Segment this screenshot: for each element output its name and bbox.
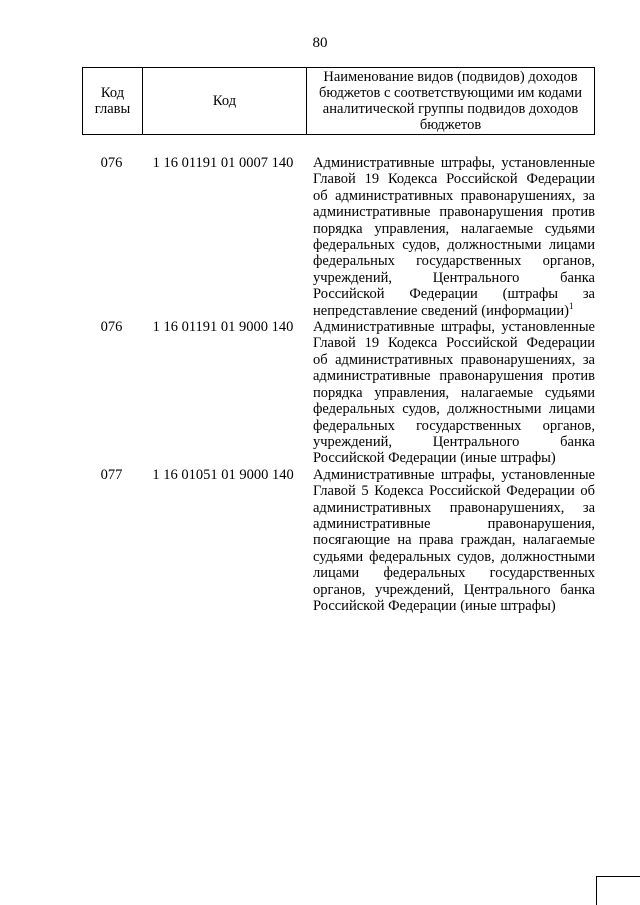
row-name-line: [313, 286, 595, 302]
row-name-text: административные правонарушения против: [313, 368, 595, 385]
row-name-text: Административные штрафы, установленные: [313, 319, 595, 336]
row-name-text: Российской Федерации (штрафы за: [313, 286, 595, 303]
row-name-line: [313, 565, 595, 581]
row-name-text: Административные штрафы, установленные: [313, 466, 595, 483]
page-number: 80: [312, 35, 328, 51]
row-income-code: 1 16 01051 01 9000 140: [152, 466, 294, 483]
row-name-line: [313, 335, 595, 351]
row-name-text: об административных правонарушениях, за: [313, 187, 595, 204]
row-income-name: [305, 155, 595, 319]
row-income-name: [305, 319, 595, 467]
row-name-text: федеральных судов, должностными лицами: [313, 401, 595, 418]
row-name-text: об административных правонарушениях, за: [313, 351, 595, 368]
row-name-text: судьями федеральных судов, должностными: [313, 548, 595, 565]
row-name-line: [313, 532, 595, 548]
row-income-code: 1 16 01191 01 0007 140: [152, 155, 294, 171]
scan-edge-line: [596, 876, 597, 905]
row-name-text: административные правонарушения против: [313, 204, 595, 221]
row-name-line: [313, 401, 595, 417]
row-name-line: [313, 270, 595, 286]
row-name-text: федеральных судов, должностными лицами: [313, 237, 595, 254]
row-name-text: учреждений, Центрального банка: [313, 269, 595, 286]
row-chapter-code: 077: [100, 466, 123, 483]
header-name-line: бюджетов с соответствующими им кодами: [319, 85, 582, 101]
row-name-text: Административные штрафы, установленные: [313, 155, 595, 171]
row-name-line: [313, 221, 595, 237]
row-name-line: [313, 516, 595, 532]
scan-edge-line: [596, 876, 640, 877]
row-name-text: Главой 19 Кодекса Российской Федерации: [313, 335, 595, 352]
row-name-line: [313, 385, 595, 401]
row-name-line: [313, 253, 595, 269]
header-name-line: Наименование видов (подвидов) доходов: [323, 69, 578, 85]
row-income-code: 1 16 01191 01 9000 140: [152, 319, 294, 336]
row-name-text: Главой 19 Кодекса Российской Федерации: [313, 171, 595, 188]
row-name-text: Российской Федерации (иные штрафы): [313, 450, 556, 467]
row-income-name: [305, 467, 595, 615]
row-name-line: [313, 237, 595, 253]
row-name-line: [313, 434, 595, 450]
row-name-line: [313, 171, 595, 187]
row-name-line: [313, 155, 595, 171]
header-chapter-code-line: главы: [94, 101, 131, 117]
row-name-text: административные правонарушения,: [313, 515, 595, 532]
row-name-line: [313, 500, 595, 516]
row-name-line: [313, 582, 595, 598]
row-name-text: органов, учреждений, Центрального банка: [313, 581, 595, 598]
row-name-line: [313, 467, 595, 483]
header-code: [142, 68, 306, 134]
table-header: [82, 67, 595, 135]
row-name-text: Российской Федерации (иные штрафы): [313, 597, 556, 614]
row-name-line: [313, 483, 595, 499]
header-code-label: Код: [212, 93, 237, 109]
row-name-line: [313, 450, 595, 466]
header-name-line: бюджетов: [419, 117, 482, 133]
row-chapter-code: 076: [100, 319, 123, 336]
row-name-line: [313, 598, 595, 614]
row-name-line: [313, 549, 595, 565]
table-row: [82, 319, 595, 467]
row-name-text: административных правонарушениях, за: [313, 499, 595, 516]
row-name-text: учреждений, Центрального банка: [313, 433, 595, 450]
row-name-line: [313, 368, 595, 384]
row-chapter-code: 076: [100, 155, 123, 171]
footnote-marker: 1: [568, 300, 574, 311]
row-name-text: лицами федеральных государственных: [313, 565, 595, 582]
header-name-line: аналитической группы подвидов доходов: [322, 101, 579, 117]
table-body: [82, 155, 595, 614]
row-name-text: непредставление сведений (информации): [313, 302, 569, 319]
row-name-text: федеральных государственных органов,: [313, 417, 595, 434]
header-chapter-code: [83, 68, 142, 134]
row-name-text: порядка управления, налагаемые судьями: [313, 220, 595, 237]
table-row: [82, 155, 595, 319]
row-name-line: [313, 300, 595, 319]
row-name-text: федеральных государственных органов,: [313, 253, 595, 270]
row-name-line: [313, 352, 595, 368]
row-name-line: [313, 418, 595, 434]
header-chapter-code-line: Код: [100, 85, 125, 101]
row-name-line: [313, 188, 595, 204]
row-name-text: посягающие на права граждан, налагаемые: [313, 532, 595, 549]
row-name-line: [313, 204, 595, 220]
header-name: [306, 68, 594, 134]
row-name-text: порядка управления, налагаемые судьями: [313, 384, 595, 401]
table-row: [82, 467, 595, 615]
row-name-text: Главой 5 Кодекса Российской Федерации об: [313, 483, 595, 500]
row-name-line: [313, 319, 595, 335]
